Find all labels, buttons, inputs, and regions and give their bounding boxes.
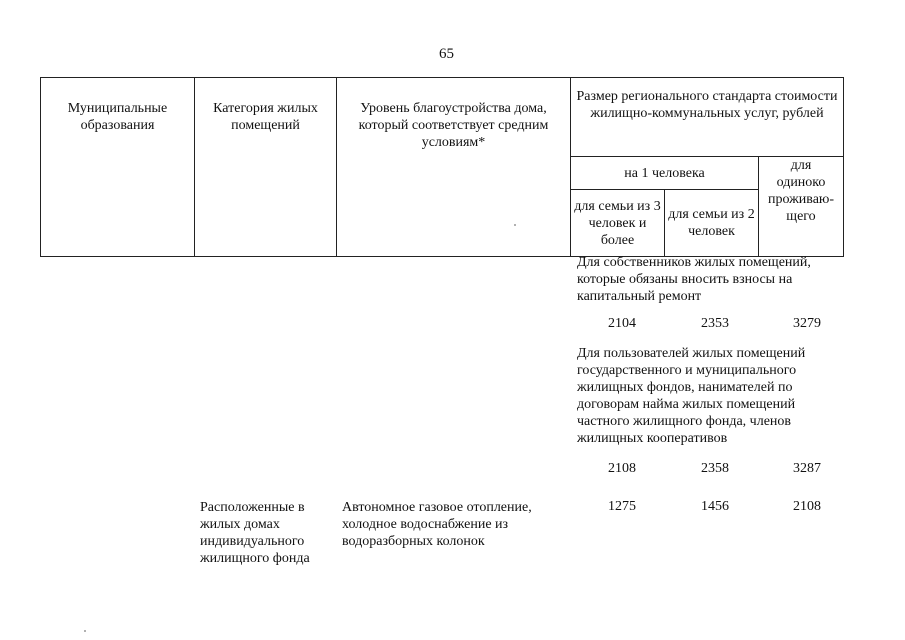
scan-speck — [514, 224, 516, 226]
header-single: для одиноко проживаю-щего — [759, 157, 844, 257]
header-table — [40, 77, 844, 257]
section1-value-family3: 2104 — [608, 316, 636, 331]
header-municipal: Муниципальные образования — [41, 78, 195, 257]
section1-value-family2: 2353 — [701, 316, 729, 331]
row-value-single: 2108 — [793, 499, 821, 514]
row-comfort-level: Автономное газовое отопление, холодное водоснабжение из водоразборных колонок — [342, 500, 532, 549]
section-caption-owners: Для собственников жилых помещений, которые обязаны вносить взносы на капитальный ремонт — [577, 255, 811, 304]
header-category: Категория жилых помещений — [195, 78, 337, 257]
section2-value-single: 3287 — [793, 461, 821, 476]
section1-value-single: 3279 — [793, 316, 821, 331]
section2-value-family3: 2108 — [608, 461, 636, 476]
header-per-person: на 1 человека — [571, 157, 759, 190]
scan-speck — [84, 630, 86, 632]
header-family2: для семьи из 2 человек — [665, 190, 759, 257]
row-category: Расположенные в жилых домах индивидуального жилищного фонда — [200, 500, 310, 566]
section-caption-users: Для пользователей жилых помещений государственного и муниципального жилищных фондов, нанимателей по договорам найма жилых помещений частного жилищного фонда, членов жилищных кооперативов — [577, 346, 806, 446]
header-comfort-level: Уровень благоустройства дома, который соответствует средним условиям* — [337, 78, 571, 257]
header-standard-size: Размер регионального стандарта стоимости жилищно-коммунальных услуг, рублей — [571, 78, 844, 157]
page-number: 65 — [439, 46, 454, 62]
row-value-family3: 1275 — [608, 499, 636, 514]
section2-value-family2: 2358 — [701, 461, 729, 476]
header-family3: для семьи из 3 человек и более — [571, 190, 665, 257]
row-value-family2: 1456 — [701, 499, 729, 514]
